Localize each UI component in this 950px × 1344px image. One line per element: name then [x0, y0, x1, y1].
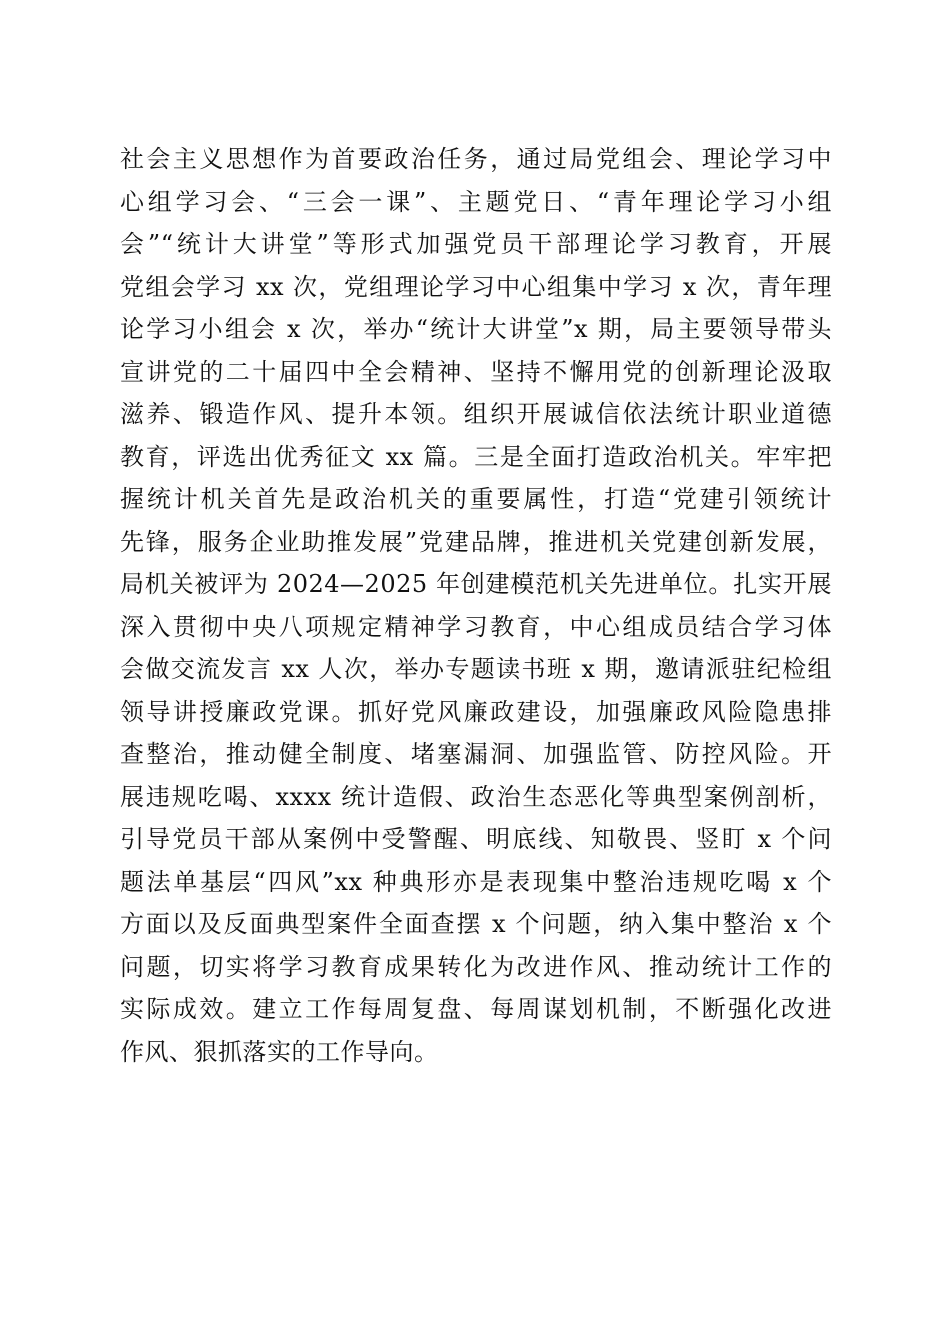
text-line: 社会主义思想作为首要政治任务，通过局党组会、理论学习中 [120, 145, 832, 173]
text-line: 展违规吃喝、xxxx 统计造假、政治生态恶化等典型案例剖析， [120, 782, 832, 811]
text-line: 深入贯彻中央八项规定精神学习教育，中心组成员结合学习体 [120, 612, 832, 641]
text-line: 先锋，服务企业助推发展”党建品牌，推进机关党建创新发展， [120, 527, 832, 556]
text-line: 论学习小组会 x 次，举办“统计大讲堂”x 期，局主要领导带头 [120, 315, 832, 343]
text-line: 引导党员干部从案例中受警醒、明底线、知敬畏、竖盯 x 个问 [120, 825, 832, 853]
text-line: 会”“统计大讲堂”等形式加强党员干部理论学习教育，开展 [120, 230, 832, 258]
text-line: 实际成效。建立工作每周复盘、每周谋划机制，不断强化改进 [120, 995, 832, 1023]
text-line: 题法单基层“四风”xx 种典形亦是表现集中整治违规吃喝 x 个 [120, 867, 832, 896]
text-line: 局机关被评为 2024—2025 年创建模范机关先进单位。扎实开展 [120, 570, 832, 598]
text-line: 查整治，推动健全制度、堵塞漏洞、加强监管、防控风险。开 [120, 740, 832, 768]
body-paragraph [120, 138, 832, 1073]
text-line: 领导讲授廉政党课。抓好党风廉政建设，加强廉政风险隐患排 [120, 697, 832, 726]
text-line: 会做交流发言 xx 人次，举办专题读书班 x 期，邀请派驻纪检组 [120, 655, 832, 683]
text-line: 宣讲党的二十届四中全会精神、坚持不懈用党的创新理论汲取 [120, 357, 832, 386]
text-line: 党组会学习 xx 次，党组理论学习中心组集中学习 x 次，青年理 [120, 272, 832, 301]
text-line: 心组学习会、“三会一课”、主题党日、“青年理论学习小组 [120, 187, 832, 216]
text-line: 握统计机关首先是政治机关的重要属性，打造“党建引领统计 [120, 485, 832, 513]
text-line: 方面以及反面典型案件全面查摆 x 个问题，纳入集中整治 x 个 [120, 910, 832, 938]
text-line: 教育，评选出优秀征文 xx 篇。三是全面打造政治机关。牢牢把 [120, 442, 832, 471]
text-line: 滋养、锻造作风、提升本领。组织开展诚信依法统计职业道德 [120, 400, 832, 428]
text-line: 问题，切实将学习教育成果转化为改进作风、推动统计工作的 [120, 952, 832, 981]
text-line-last: 作风、狠抓落实的工作导向。 [120, 1037, 439, 1066]
